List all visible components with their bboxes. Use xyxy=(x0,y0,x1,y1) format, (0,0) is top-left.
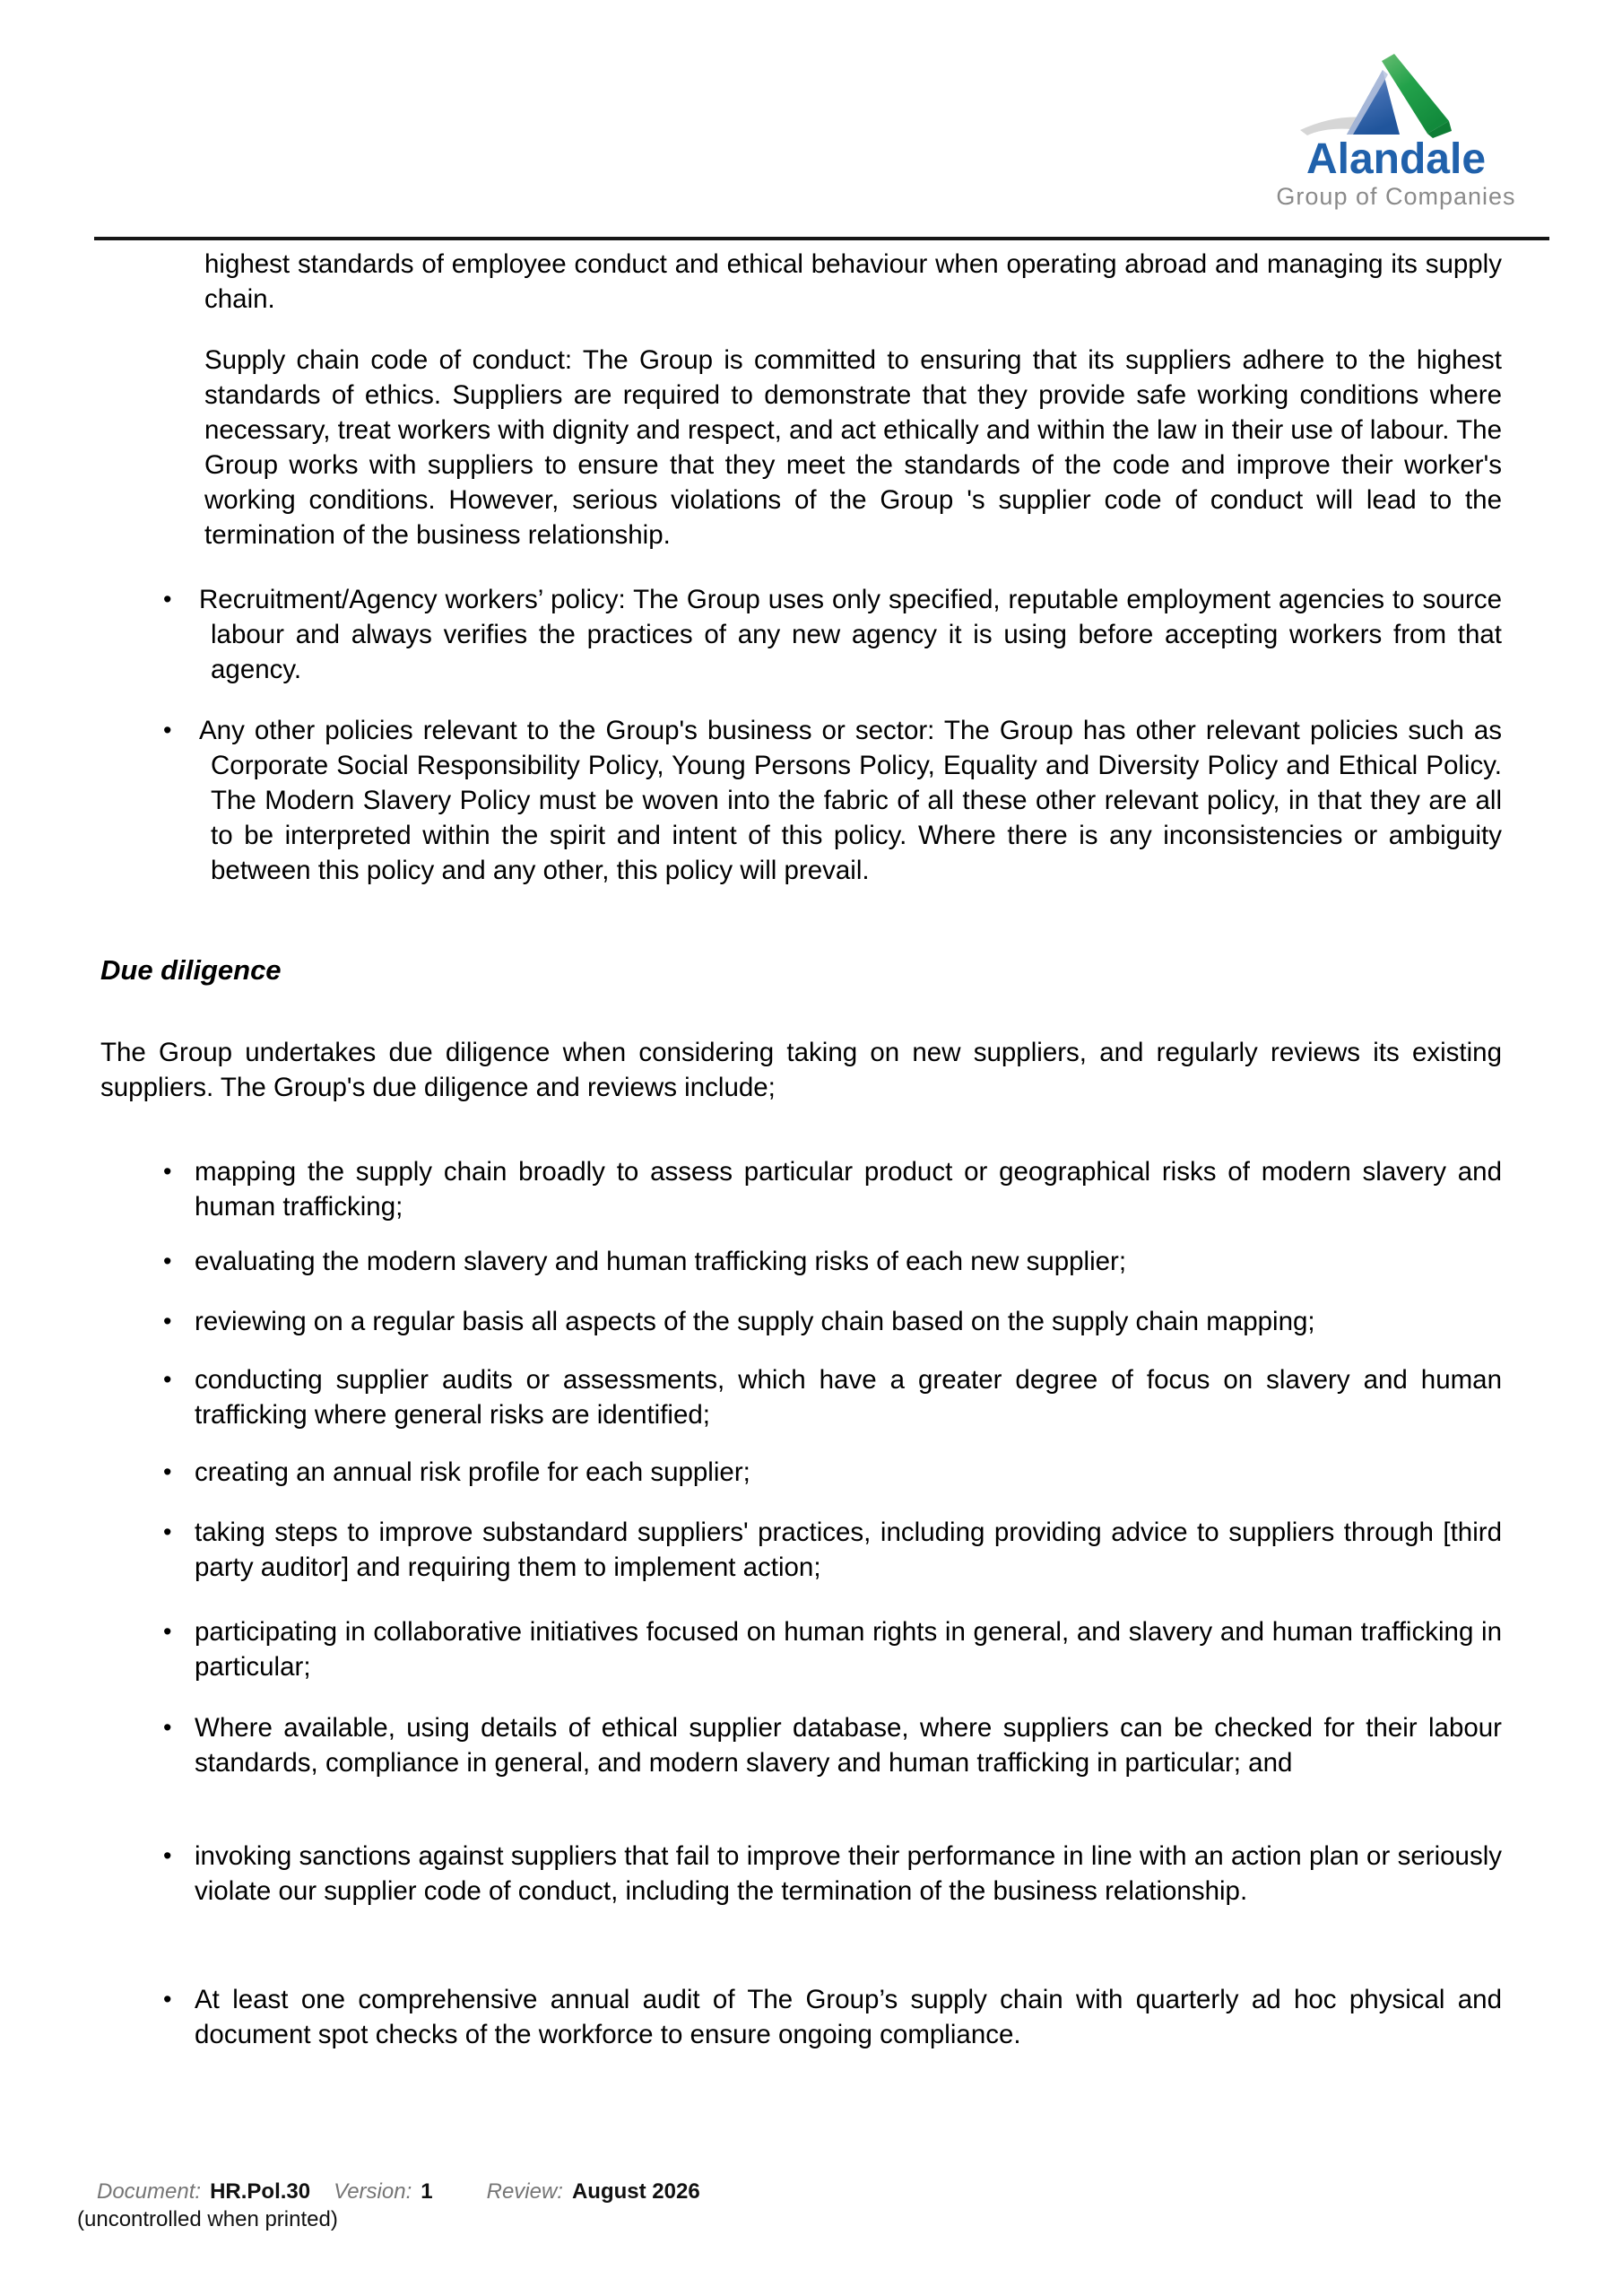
bullet-text: mapping the supply chain broadly to assess particular product or geographical risks of modern slavery and human trafficking; xyxy=(195,1157,1502,1222)
bullet-icon: • xyxy=(163,1986,172,2013)
bullet-annual-audit xyxy=(163,1982,1502,2052)
bullet-text: conducting supplier audits or assessments, which have a greater degree of focus on slavery and human trafficking where general risks are identified; xyxy=(195,1365,1502,1430)
bullet-icon: • xyxy=(163,1248,172,1274)
bullet-text: reviewing on a regular basis all aspects of the supply chain based on the supply chain mapping; xyxy=(195,1307,1315,1336)
paragraph-due-diligence-intro: The Group undertakes due diligence when considering taking on new suppliers, and regularly reviews its existing suppliers. The Group's due diligence and reviews include; xyxy=(100,1038,1502,1102)
bullet-icon: • xyxy=(163,717,172,744)
bullet-other-policies xyxy=(163,713,1502,888)
bullet-mapping xyxy=(163,1154,1502,1224)
footer-document-value: HR.Pol.30 xyxy=(210,2179,311,2204)
bullet-ethical-database xyxy=(163,1710,1502,1780)
footer-review-value: August 2026 xyxy=(571,2179,700,2204)
footer-version-value: 1 xyxy=(421,2179,433,2204)
bullet-text: Where available, using details of ethical supplier database, where suppliers can be checked for their labour standards, compliance in general, and modern slavery and human trafficking in particular; and xyxy=(195,1713,1502,1778)
bullet-conducting-audits xyxy=(163,1362,1502,1432)
bullet-text: taking steps to improve substandard suppliers' practices, including providing advice to suppliers through [third party auditor] and requiring them to implement action; xyxy=(195,1518,1502,1582)
bullet-icon: • xyxy=(163,1366,172,1393)
bullet-evaluating xyxy=(163,1244,1502,1279)
logo-brand-text: Alandale xyxy=(1305,135,1487,183)
bullet-text: invoking sanctions against suppliers that fail to improve their performance in line with an action plan or seriously violate our supplier code of conduct, including the termination of the business relationship. xyxy=(195,1841,1502,1906)
bullet-icon: • xyxy=(163,1458,172,1485)
bullet-recruitment-policy xyxy=(163,582,1502,687)
bullet-icon: • xyxy=(163,1714,172,1741)
bullet-icon: • xyxy=(163,1308,172,1335)
bullet-improve-practices xyxy=(163,1515,1502,1585)
bullet-text: evaluating the modern slavery and human trafficking risks of each new supplier; xyxy=(195,1247,1127,1276)
bullet-text: Any other policies relevant to the Group's business or sector: The Group has other relevant policies such as Corporate Social Responsibility Policy, Young Persons Policy, Equality and Diversity Policy and Ethical Policy. The Modern Slavery Policy must be woven into the fabric of all these other relevant policy, in that they are all to be interpreted within the spirit and intent of this policy. Where there is any inconsistencies or ambiguity between this policy and any other, this policy will prevail. xyxy=(199,716,1502,885)
bullet-text: creating an annual risk profile for each supplier; xyxy=(195,1457,750,1487)
bullet-text: Recruitment/Agency workers’ policy: The Group uses only specified, reputable employment agencies to source labour and always verifies the practices of any new agency it is using before accepting workers from that agency. xyxy=(199,585,1502,684)
logo-tagline: Group of Companies xyxy=(1276,183,1516,210)
paragraph-supply-chain-code: Supply chain code of conduct: The Group is committed to ensuring that its suppliers adhere to the highest standards of ethics. Suppliers are required to demonstrate that they provide safe working conditions where necessary, treat workers with dignity and respect, and act ethically and within the law in their use of labour. The Group works with suppliers to ensure that they meet the standards of the code and improve their worker's working conditions. However, serious violations of the Group 's supplier code of conduct will lead to the termination of the business relationship. xyxy=(204,345,1502,550)
footer-meta-line xyxy=(97,2178,700,2205)
paragraph-conduct-continuation: highest standards of employee conduct and ethical behaviour when operating abroad and managing its supply chain. xyxy=(204,249,1502,314)
header-divider xyxy=(94,237,1549,240)
document-footer xyxy=(77,2178,700,2233)
footer-uncontrolled-note: (uncontrolled when printed) xyxy=(77,2207,338,2231)
bullet-text: At least one comprehensive annual audit of The Group’s supply chain with quarterly ad hoc physical and document spot checks of the workforce to ensure ongoing compliance. xyxy=(195,1985,1502,2049)
bullet-icon: • xyxy=(163,1842,172,1869)
footer-version-label: Version: xyxy=(334,2179,412,2204)
footer-document-label: Document: xyxy=(97,2179,202,2204)
bullet-icon: • xyxy=(163,586,172,613)
logo-mark-icon xyxy=(1273,47,1519,145)
bullet-sanctions xyxy=(163,1839,1502,1909)
bullet-icon: • xyxy=(163,1158,172,1185)
bullet-risk-profile xyxy=(163,1455,1502,1490)
bullet-text: participating in collaborative initiatives focused on human rights in general, and slavery and human trafficking in particular; xyxy=(195,1617,1502,1682)
footer-review-label: Review: xyxy=(486,2179,563,2204)
company-logo xyxy=(1273,47,1519,217)
bullet-icon: • xyxy=(163,1618,172,1645)
section-heading-due-diligence: Due diligence xyxy=(100,954,282,986)
bullet-icon: • xyxy=(163,1518,172,1545)
bullet-reviewing xyxy=(163,1304,1502,1339)
bullet-collaborative-initiatives xyxy=(163,1614,1502,1684)
